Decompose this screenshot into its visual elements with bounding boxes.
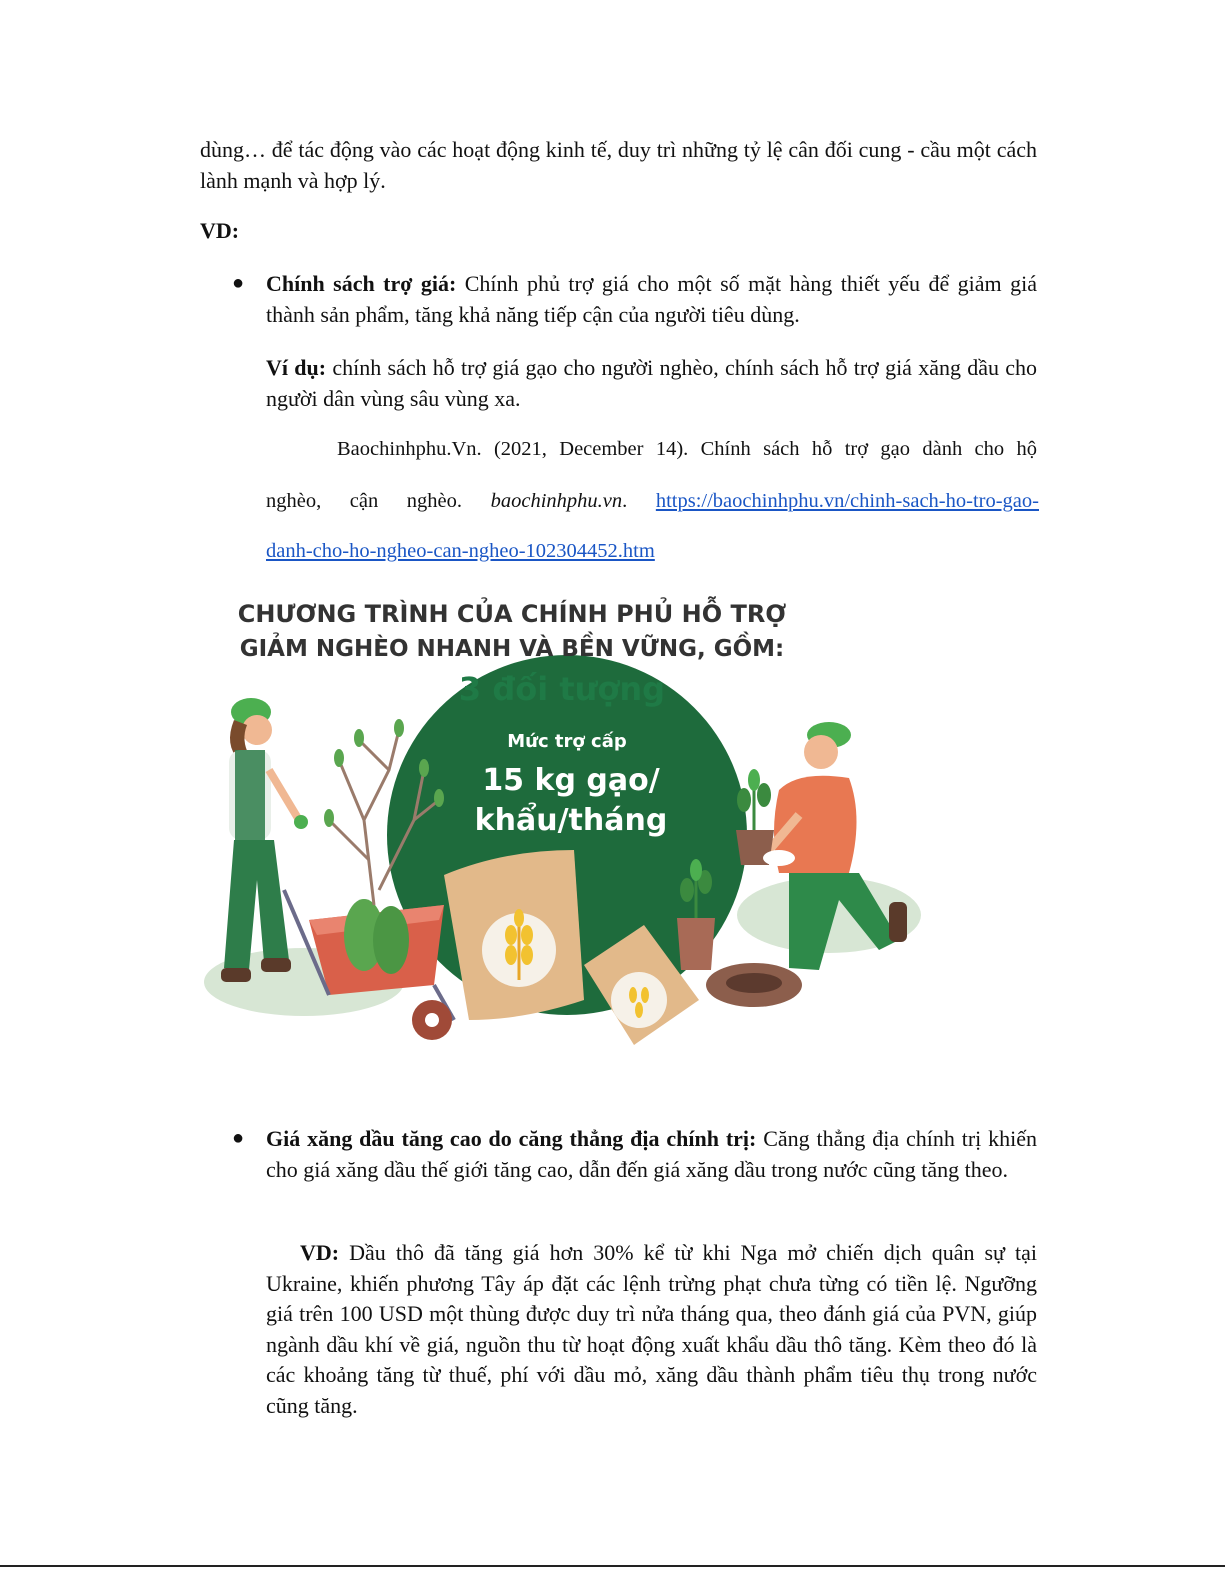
citation-prefix: nghèo, cận nghèo. [266, 490, 491, 512]
citation-line-3 [266, 540, 655, 563]
infographic-count: 3 đối tượng [458, 670, 666, 708]
example-text: chính sách hỗ trợ giá gạo cho người nghèo, chính sách hỗ trợ giá xăng dầu cho người dân vùng sâu vùng xa. [266, 355, 1038, 411]
bullet-oil-price [266, 1124, 1037, 1185]
citation-dot: . [622, 490, 656, 512]
vd-heading: VD: [200, 218, 240, 243]
citation-source: baochinhphu.vn [490, 490, 623, 512]
intro-paragraph: dùng… để tác động vào các hoạt động kinh tế, duy trì những tỷ lệ cân đối cung - cầu một cách lành mạnh và hợp lý. [200, 137, 1037, 193]
citation-line-1: Baochinhphu.Vn. (2021, December 14). Chính sách hỗ trợ gạo dành cho hộ [337, 438, 1037, 460]
vd-text: Dầu thô đã tăng giá hơn 30% kể từ khi Nga mở chiến dịch quân sự tại Ukraine, khiến phương Tây áp đặt các lệnh trừng phạt chưa từng có tiền lệ. Ngưỡng giá trên 100 USD một thùng được duy trì nửa tháng qua, theo đánh giá của PVN, giúp ngành dầu khí về giá, nguồn thu từ hoạt động xuất khẩu dầu thô tăng. Kèm theo đó là các khoảng tăng từ thuế, phí với dầu mỏ, xăng dầu thành phẩm tiêu thụ trong nước cũng tăng. [266, 1240, 1037, 1418]
bullet-text: Chính phủ trợ giá cho một số mặt hàng thiết yếu để giảm giá thành sản phẩm, tăng khả năng tiếp cận của người tiêu dùng. [266, 271, 1037, 327]
infographic-subsidy-label: Mức trợ cấp [507, 731, 627, 752]
bullet-term: Chính sách trợ giá: [266, 271, 457, 296]
vd-label: VD: [300, 1240, 340, 1265]
page-bottom-rule [0, 1565, 1225, 1567]
rice-sack-large-illustration [444, 850, 584, 1020]
example-label: Ví dụ: [266, 355, 327, 380]
vd-paragraph [266, 1238, 1037, 1421]
citation-line-2 [266, 490, 1039, 513]
bullet-marker: ● [232, 272, 245, 294]
rice-subsidy-infographic [199, 590, 926, 1080]
example-paragraph [266, 353, 1037, 414]
infographic-subsidy-value-1: 15 kg gạo/ [482, 763, 660, 798]
citation-link-part-1[interactable]: https://baochinhphu.vn/chinh-sach-ho-tro-gao- [655, 490, 1039, 512]
bullet-subsidy-policy [266, 269, 1037, 330]
bullet-text: Căng thẳng địa chính trị khiến cho giá xăng dầu thế giới tăng cao, dẫn đến giá xăng dầu trong nước cũng tăng theo. [266, 1126, 1037, 1182]
infographic-title-2: GIẢM NGHÈO NHANH VÀ BỀN VỮNG, GỒM: [239, 636, 785, 662]
infographic-title-1: CHƯƠNG TRÌNH CỦA CHÍNH PHỦ HỖ TRỢ [237, 600, 787, 628]
citation-link-part-2[interactable]: danh-cho-ho-ngheo-can-ngheo-102304452.htm [266, 540, 655, 562]
infographic-subsidy-value-2: khẩu/tháng [474, 803, 668, 838]
bullet-term: Giá xăng dầu tăng cao do căng thẳng địa chính trị: [266, 1126, 757, 1151]
bullet-marker: ● [232, 1127, 245, 1149]
